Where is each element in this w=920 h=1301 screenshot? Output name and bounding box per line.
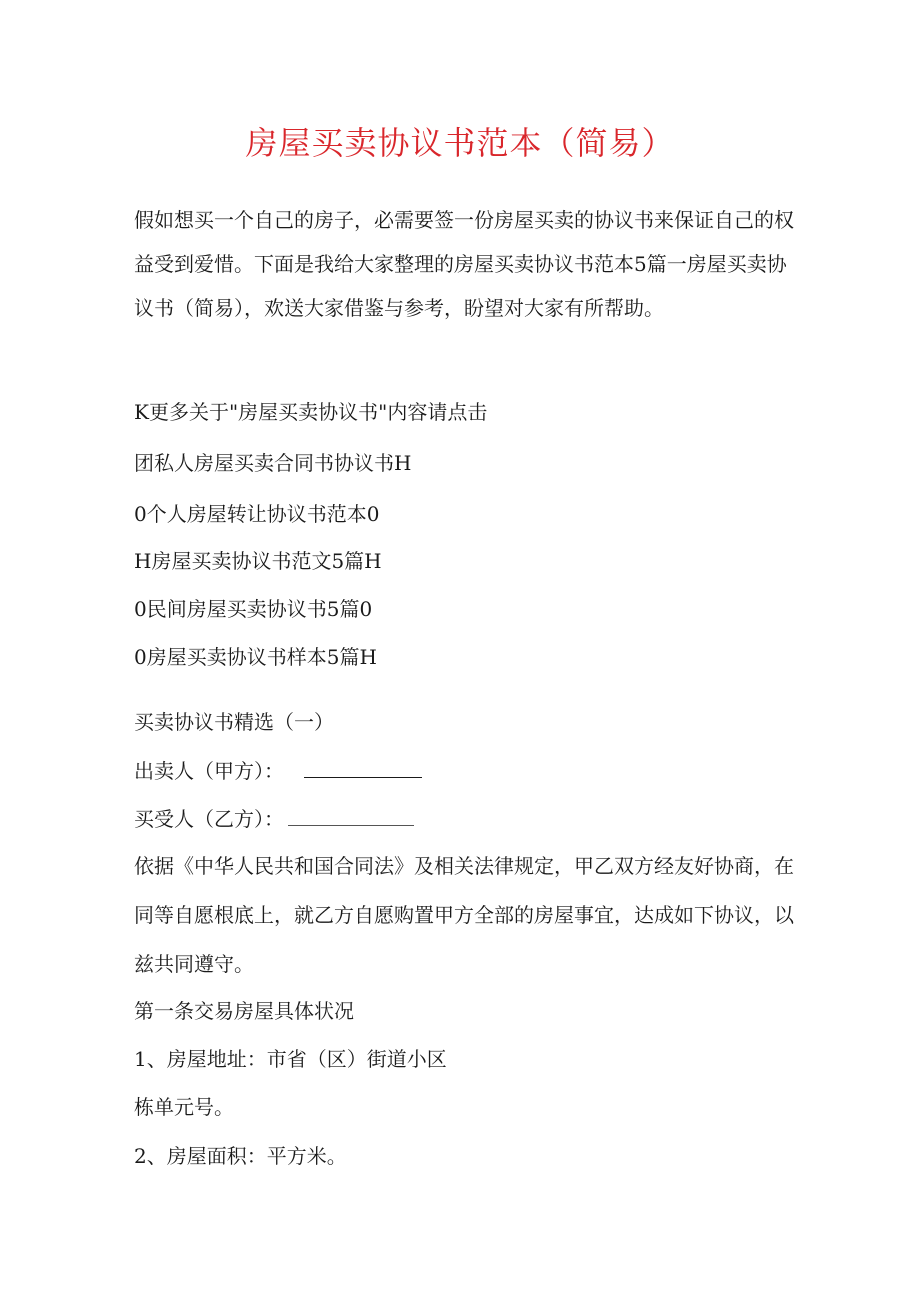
document-title: 房屋买卖协议书范本（简易） — [245, 124, 675, 162]
buyer-line — [134, 804, 414, 834]
related-link-1[interactable]: 团私人房屋买卖合同书协议书H — [134, 451, 412, 475]
article1-heading: 第一条交易房屋具体状况 — [134, 999, 354, 1023]
buyer-blank — [288, 805, 414, 826]
seller-line — [134, 756, 422, 786]
item1-cont: 栋单元号。 — [134, 1095, 234, 1119]
more-link[interactable]: K更多关于"房屋买卖协议书"内容请点击 — [134, 400, 488, 424]
related-link-5[interactable]: 0房屋买卖协议书样本5篇H — [134, 645, 377, 669]
buyer-label: 买受人（乙方）： — [134, 807, 284, 831]
item1: 1、房屋地址：市省（区）街道小区 — [134, 1047, 447, 1071]
related-link-2[interactable]: 0个人房屋转让协议书范本0 — [134, 502, 380, 526]
section-heading: 买卖协议书精选（一） — [134, 710, 334, 734]
seller-blank — [304, 757, 422, 778]
preamble-paragraph: 依据《中华人民共和国合同法》及相关法律规定，甲乙双方经友好协商，在同等自愿根底上，就乙方自愿购置甲方全部的房屋事宜，达成如下协议，以兹共同遵守。 — [134, 854, 794, 976]
seller-label: 出卖人（甲方）： — [134, 759, 284, 783]
related-link-3[interactable]: H房屋买卖协议书范文5篇H — [134, 549, 382, 573]
related-link-4[interactable]: 0民间房屋买卖协议书5篇0 — [134, 597, 373, 621]
intro-paragraph: 假如想买一个自己的房子，必需要签一份房屋买卖的协议书来保证自己的权益受到爱惜。下面是我给大家整理的房屋买卖协议书范本5篇一房屋买卖协议书（简易），欢送大家借鉴与参考，盼望对大家有所帮助。 — [134, 208, 794, 320]
item2: 2、房屋面积：平方米。 — [134, 1144, 347, 1168]
